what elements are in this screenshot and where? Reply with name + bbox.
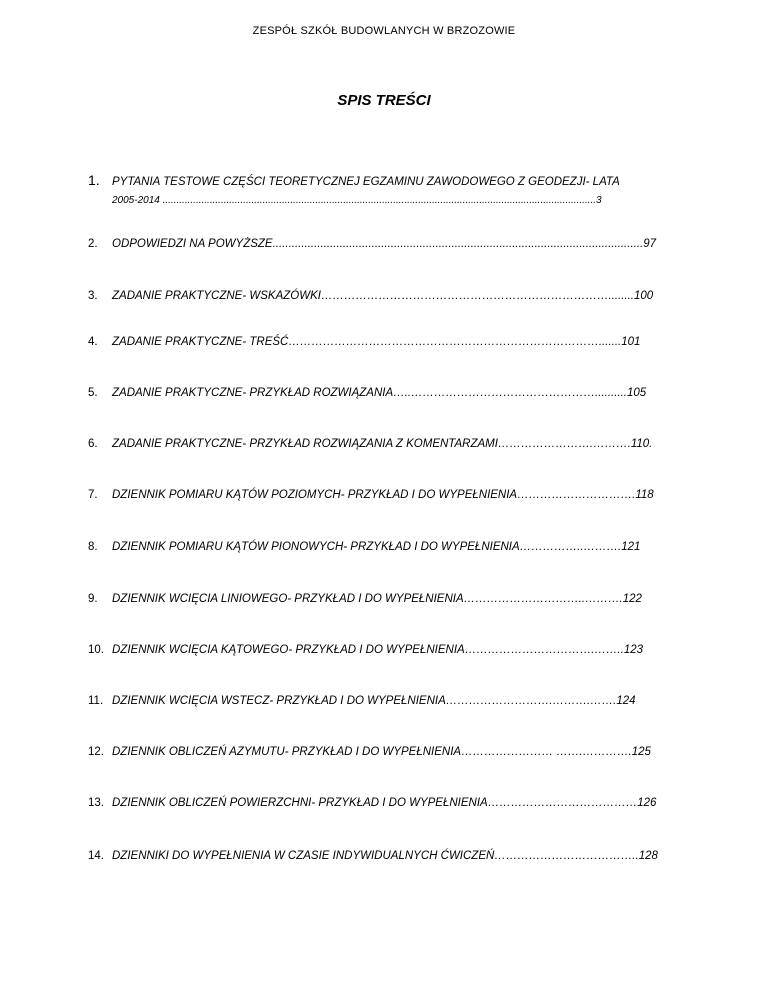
toc-item-13[interactable] [88, 797, 728, 809]
toc-number: 10. [88, 644, 104, 656]
toc-leader: …………………….………. [497, 438, 631, 450]
toc-page: 125 [631, 746, 651, 758]
toc-text: DZIENNIK WCIĘCIA LINIOWEGO- PRZYKŁAD I DO WYPEŁNIENIA [112, 593, 464, 605]
toc-leader: ………………………………… [487, 797, 638, 809]
toc-item-1-continuation: 2005-2014 ............................................................................................................................................................3 [112, 195, 602, 206]
toc-page: 126 [637, 797, 657, 809]
toc-item-12[interactable] [88, 746, 728, 758]
toc-item-14[interactable] [88, 850, 728, 862]
toc-item-7[interactable] [88, 489, 728, 501]
toc-number: 13. [88, 797, 104, 809]
toc-leader: …………………………. [517, 489, 636, 501]
toc-number: 8. [88, 541, 98, 553]
page-title: SPIS TREŚCI [337, 92, 431, 109]
toc-leader: ……………………………….. [494, 850, 639, 862]
toc-page: 110. [630, 438, 653, 450]
toc-number: 6. [88, 438, 98, 450]
toc-item-2[interactable] [88, 238, 728, 250]
toc-item-8[interactable] [88, 541, 728, 553]
toc-text: DZIENNIK OBLICZEŃ POWIERZCHNI- PRZYKŁAD I DO WYPEŁNIENIA [112, 797, 488, 809]
toc-page: 128 [638, 850, 658, 862]
toc-text: ZADANIE PRAKTYCZNE- WSKAZÓWKI [112, 290, 321, 302]
toc-number: 12. [88, 746, 104, 758]
toc-number: 3. [88, 290, 98, 302]
toc-text: ZADANIE PRAKTYCZNE- PRZYKŁAD ROZWIĄZANIA Z KOMENTARZAMI [112, 438, 498, 450]
toc-number: 1. [88, 172, 100, 188]
toc-item-9[interactable] [88, 593, 728, 605]
toc-page: 123 [623, 644, 643, 656]
toc-item-6[interactable] [88, 438, 728, 450]
toc-text: PYTANIA TESTOWE CZĘŚCI TEORETYCZNEJ EGZAMINU ZAWODOWEGO Z GEODEZJI- LATA [112, 176, 620, 188]
toc-number: 7. [88, 489, 98, 501]
toc-leader: ……………..………. [519, 541, 622, 553]
toc-text: DZIENNIK POMIARU KĄTÓW PIONOWYCH- PRZYKŁAD I DO WYPEŁNIENIA [112, 541, 520, 553]
toc-page: 100 [634, 290, 654, 302]
toc-item-11[interactable] [88, 695, 728, 707]
toc-number: 5. [88, 387, 98, 399]
toc-item-4[interactable] [88, 336, 728, 348]
toc-text: DZIENNIK WCIĘCIA WSTECZ- PRZYKŁAD I DO WYPEŁNIENIA [112, 695, 446, 707]
toc-leader: .................................................................................................................... [272, 238, 644, 250]
toc-page: 101 [621, 336, 641, 348]
toc-number: 14. [88, 850, 104, 862]
toc-text: DZIENNIKI DO WYPEŁNIENIA W CZASIE INDYWIDUALNYCH ĆWICZEŃ [112, 850, 495, 862]
toc-number: 2. [88, 238, 98, 250]
toc-leader: ………………………………………………………………………....... [288, 336, 622, 348]
toc-text: ZADANIE PRAKTYCZNE- PRZYKŁAD ROZWIĄZANIA [112, 387, 394, 399]
toc-text: DZIENNIK POMIARU KĄTÓW POZIOMYCH- PRZYKŁAD I DO WYPEŁNIENIA [112, 489, 518, 501]
toc-item-10[interactable] [88, 644, 728, 656]
toc-number: 9. [88, 593, 98, 605]
toc-leader: ……………………….……….……. [445, 695, 617, 707]
toc-page: 105 [627, 387, 647, 399]
toc-number: 4. [88, 336, 98, 348]
toc-page: 124 [616, 695, 636, 707]
page-header: ZESPÓŁ SZKÓŁ BUDOWLANYCH W BRZOZOWIE [252, 25, 516, 37]
toc-leader: …………………………………………………………………........ [320, 290, 634, 302]
toc-leader: …..………………………………………….......... [393, 387, 627, 399]
toc-text: DZIENNIK OBLICZEŃ AZYMUTU- PRZYKŁAD I DO WYPEŁNIENIA [112, 746, 462, 758]
toc-item-1[interactable] [88, 172, 728, 188]
toc-page: 122 [622, 593, 642, 605]
toc-leader: …………………… …….…………. [461, 746, 632, 758]
toc-item-5[interactable] [88, 387, 728, 399]
toc-page: 121 [621, 541, 641, 553]
toc-leader: …………………………..………. [463, 593, 623, 605]
toc-text: ODPOWIEDZI NA POWYŻSZE [112, 238, 273, 250]
toc-item-3[interactable] [88, 290, 728, 302]
toc-leader: …………………………….…….. [464, 644, 624, 656]
toc-number: 11. [88, 695, 104, 707]
toc-page: 118 [635, 489, 654, 501]
toc-text: ZADANIE PRAKTYCZNE- TREŚĆ [112, 336, 289, 348]
toc-text: DZIENNIK WCIĘCIA KĄTOWEGO- PRZYKŁAD I DO WYPEŁNIENIA [112, 644, 465, 656]
toc-page: 97 [643, 238, 657, 250]
